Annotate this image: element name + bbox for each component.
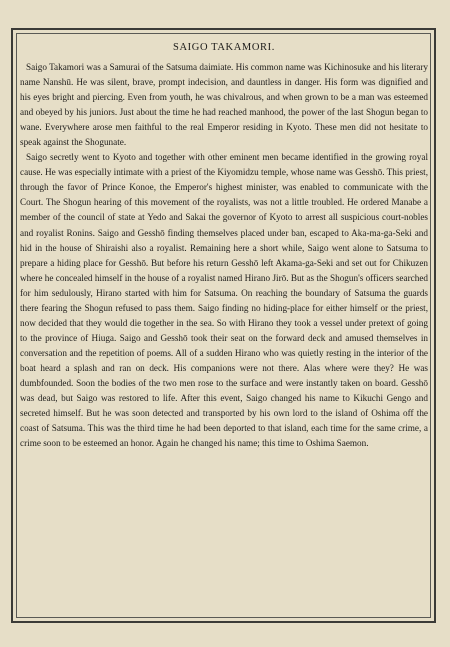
- document-body: [20, 42, 428, 451]
- paragraph-2: Saigo secretly went to Kyoto and together with other eminent men became identified in the growing royal cause. He was especially intimate with a priest of the Kiyomidzu temple, whose name was Gesshō. This priest, through the favor of Prince Konoe, the Emperor's highest minister, was enabled to communicate with the Court. The Shogun hearing of this movement of the royalists, was not a little troubled. He ordered Manabe a member of the council of state at Yedo and Sakai the governor of Kyoto to arrest all suspicious court-nobles and royalist Ronins. Saigo and Gesshō finding themselves placed under ban, escaped to Aka-ma-ga-Seki and hid in the house of Shiraishi also a royalist. Remaining here a short while, Saigo went alone to Satsuma to prepare a hiding place for Gesshō. But before his return Gesshō left Akama-ga-Seki and set out for Chikuzen where he concealed himself in the house of a royalist named Hirano Jirō. But as the Shogun's officers searched for him sedulously, Hirano started with him for Satsuma. On reaching the boundary of Satsuma the guards there fearing the Shogun refused to pass them. Saigo finding no hiding-place for either himself or the priest, now decided that they would die together in the sea. So with Hirano they took a vessel under pretext of going to the province of Hiuga. Saigo and Gesshō took their seat on the forward deck and amused themselves in conversation and the repetition of poems. All of a sudden Hirano who was quietly resting in the interior of the boat heard a splash and ran on deck. His companions were not there. Alas where were they? He was dumbfounded. Soon the bodies of the two men rose to the surface and were instantly taken on board. Gesshō was dead, but Saigo was restored to life. After this event, Saigo changed his name to Kikuchi Gengo and secreted himself. But he was soon detected and transported by his own lord to the island of Oshima off the coast of Satsuma. This was the third time he had been deported to that island, each time for the same crime, a crime soon to be esteemed an honor. Again he changed his name; this time to Oshima Saemon.: [20, 152, 428, 449]
- paragraph-1: Saigo Takamori was a Samurai of the Satsuma daimiate. His common name was Kichinosuke and his literary name Nanshū. He was silent, brave, prompt indecision, and dauntless in danger. His form was dignified and his eyes bright and piercing. Even from youth, he was chivalrous, and when grown to be a man was esteemed and obeyed by his juniors. Just about the time he had reached manhood, the power of the last Shogun began to wane. Everywhere arose men faithful to the real Emperor residing in Kyoto. These men did not hesitate to speak against the Shogunate.: [20, 62, 428, 148]
- document-title: SAIGO TAKAMORI.: [173, 42, 275, 53]
